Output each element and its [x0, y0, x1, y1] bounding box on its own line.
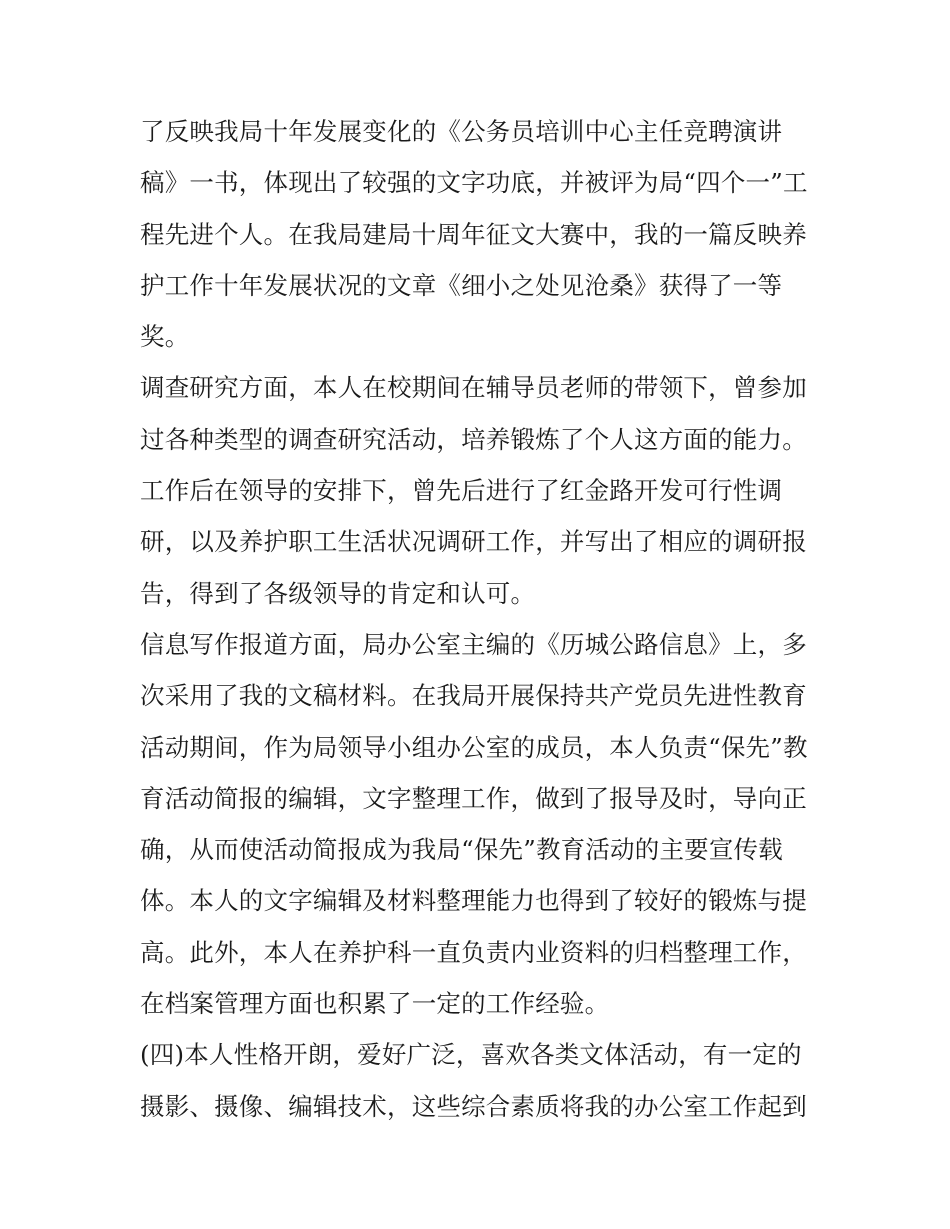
text-line: 了反映我局十年发展变化的《公务员培训中心主任竞聘演讲	[140, 117, 783, 146]
text-line: 摄影、摄像、编辑技术，这些综合素质将我的办公室工作起到	[140, 1091, 807, 1121]
text-line: 程先进个人。在我局建局十周年征文大赛中，我的一篇反映养	[140, 219, 807, 249]
text-line: 信息写作报道方面，局办公室主编的《历城公路信息》上，多	[140, 629, 807, 659]
document-body	[140, 106, 815, 1132]
text-line: 育活动简报的编辑，文字整理工作，做到了报导及时，导向正	[140, 783, 807, 813]
text-line: 过各种类型的调查研究活动，培养锻炼了个人这方面的能力。	[140, 424, 807, 454]
text-line: (四)本人性格开朗，爱好广泛，喜欢各类文体活动，有一定的	[140, 1040, 802, 1070]
text-line: 在档案管理方面也积累了一定的工作经验。	[140, 989, 610, 1019]
text-line: 告，得到了各级领导的肯定和认可。	[140, 578, 536, 608]
text-line: 确，从而使活动简报成为我局“保先”教育活动的主要宣传载	[140, 835, 783, 865]
text-line: 研，以及养护职工生活状况调研工作，并写出了相应的调研报	[140, 527, 807, 557]
text-line: 稿》一书，体现出了较强的文字功底，并被评为局“四个一”工	[140, 168, 808, 198]
text-line: 护工作十年发展状况的文章《细小之处见沧桑》获得了一等	[140, 270, 783, 300]
text-line: 次采用了我的文稿材料。在我局开展保持共产党员先进性教育	[140, 681, 807, 711]
text-line: 工作后在领导的安排下，曾先后进行了红金路开发可行性调	[140, 476, 783, 506]
text-line: 高。此外，本人在养护科一直负责内业资料的归档整理工作，	[140, 937, 807, 967]
text-line: 调查研究方面，本人在校期间在辅导员老师的带领下，曾参加	[140, 373, 807, 403]
text-line: 奖。	[140, 322, 190, 352]
text-line: 活动期间，作为局领导小组办公室的成员，本人负责“保先”教	[140, 732, 808, 762]
text-line: 体。本人的文字编辑及材料整理能力也得到了较好的锻炼与提	[140, 886, 807, 916]
